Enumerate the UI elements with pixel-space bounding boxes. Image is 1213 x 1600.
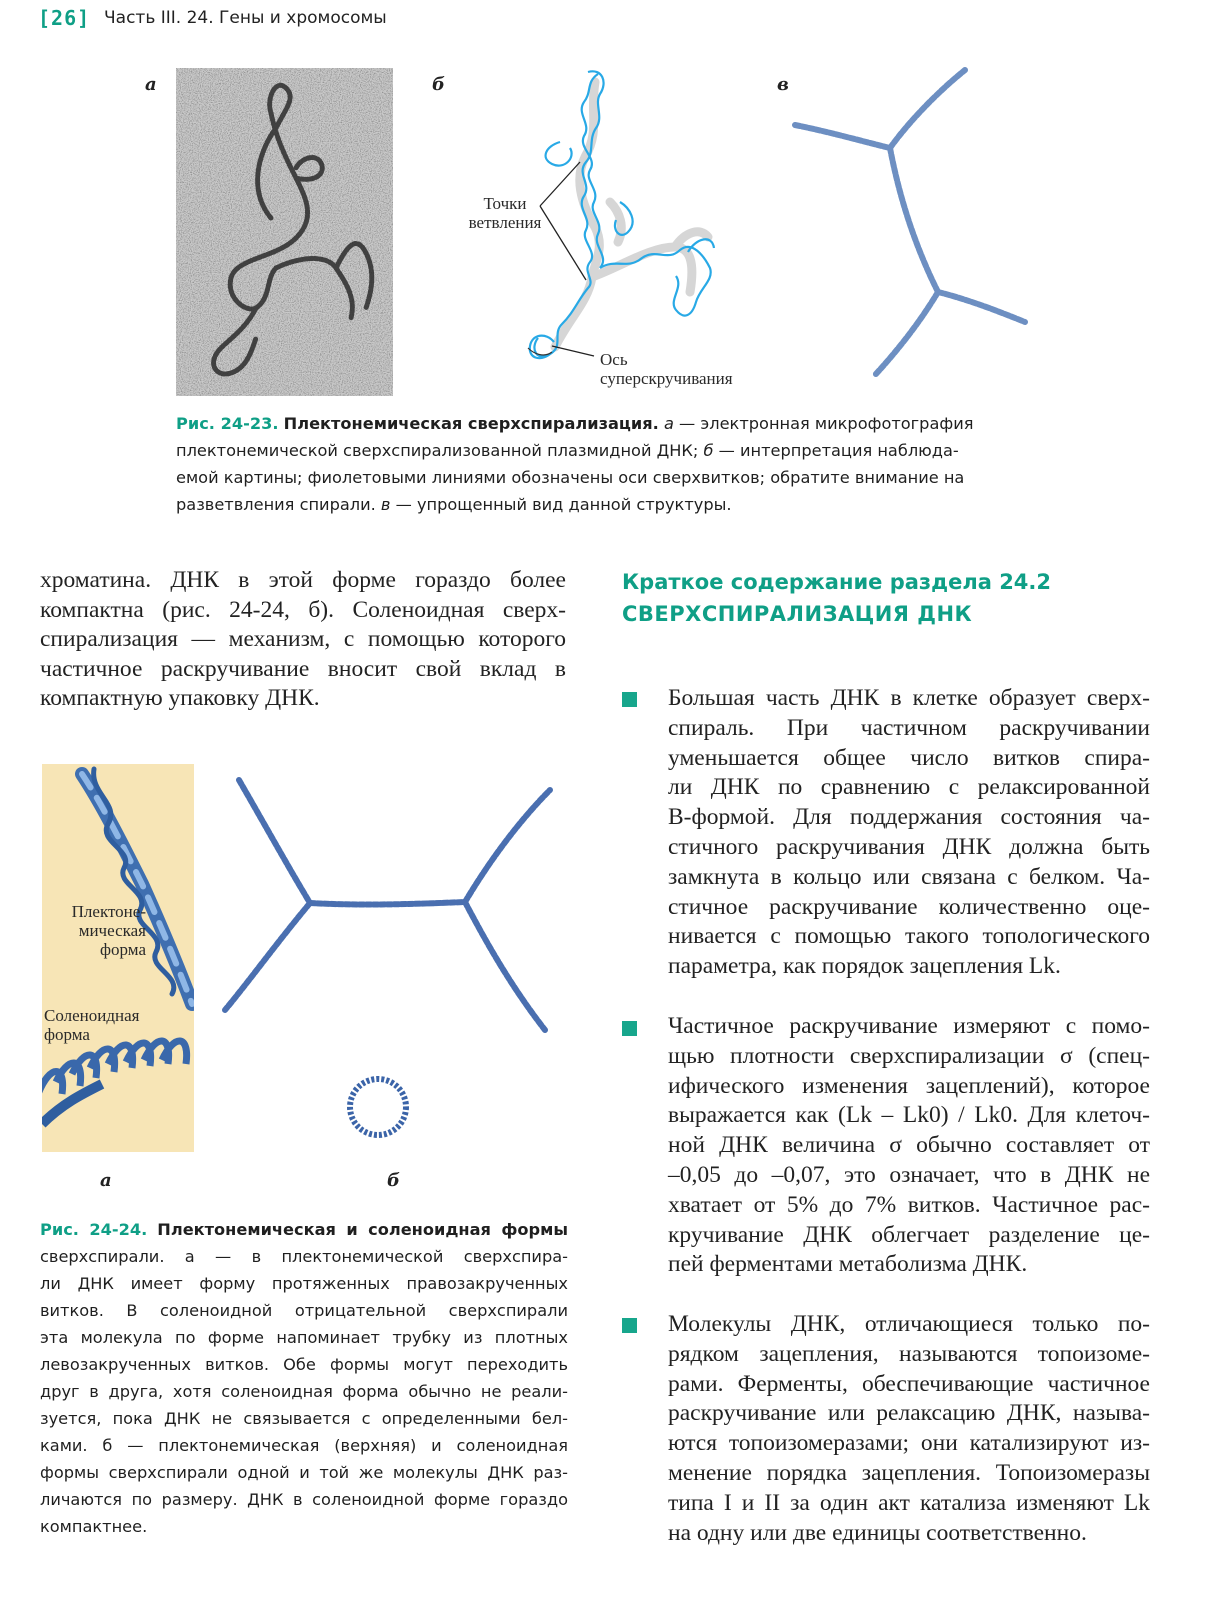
label-branch-points: Точки ветвления [468, 194, 542, 232]
running-title: Часть III. 24. Гены и хромосомы [104, 8, 387, 28]
simplified-branched-dna-drawing [780, 60, 1050, 390]
fig23-panel-label-v: в [777, 74, 789, 95]
caption-fig-number: Рис. 24-23. [176, 414, 279, 433]
figure-24-23-caption: Рис. 24-23. Плектонемическая сверхспирализация. а — электронная микрофотография плектонемической сверхспирализованной плазмидной ДНК; б — интерпретация наблюда- емой картины; фиолетовыми линиями обозначены оси сверхвитков; обратите внимание на разветвления спирали. в — упрощенный вид данной структуры. [176, 414, 974, 514]
body-line: компактную упаковку ДНК. [40, 685, 320, 712]
electron-micrograph-image [176, 68, 393, 396]
label-solenoid-form: Соленоидная форма [44, 1006, 140, 1044]
body-line: хроматина. ДНК в этой форме гораздо более [40, 567, 566, 593]
label-plectonemic-form: Плектоне- мическая форма [71, 902, 146, 959]
summary-heading: Краткое содержание раздела 24.2 СВЕРХСПИРАЛИЗАЦИЯ ДНК [622, 570, 1052, 626]
label-supercoil-axis: Ось суперскручивания [600, 350, 733, 388]
fig24-panel-label-b: б [387, 1170, 400, 1191]
fig24-panel-label-a: а [100, 1170, 112, 1191]
body-line: спирализация — механизм, с помощью которого [40, 626, 566, 653]
annotation-leader-lines [530, 150, 660, 380]
body-line: компактна (рис. 24-24, б). Соленоидная сверх- [40, 596, 566, 623]
bullet-marker [622, 1318, 637, 1333]
caption-title: Плектонемическая сверхспирализация. [283, 414, 659, 433]
summary-item-1: Большая часть ДНК в клетке образует сверх- спираль. При частичном раскручивании уменьшается общее число витков спира- ли ДНК по сравнению с релаксированной B-формой. Для поддержания состояния ча- стичного раскручивания ДНК должна быть замкнута в кольцо или связана с белком. Ча- стичное раскручивание количественно оце- нивается с помощью такого топологического параметра, как порядок зацепления Lk. [668, 685, 1150, 980]
plectonemic-vs-solenoid-molecule-drawing [215, 770, 575, 1150]
figure-24-24-caption: Рис. 24-24. Плектонемическая и соленоидная формы сверхспирали. а — в плектонемической сверхспира- ли ДНК имеет форму протяженных правозакрученных витков. В соленоидной отрицательной сверхспирали эта молекула по форме напоминает трубку из плотных левозакрученных витков. Обе формы могут переходить друг в друга, хотя соленоидная форма обычно не реали- зуется, пока ДНК не связывается с определенными бел- ками. б — плектонемическая (верхняя) и соленоидная формы сверхспирали одной и той же молекулы ДНК раз- личаются по размеру. ДНК в соленоидной форме гораздо компактнее. [40, 1220, 568, 1536]
caption-fig-number: Рис. 24-24. [40, 1220, 148, 1239]
bullet-marker [622, 692, 637, 707]
fig23-panel-label-b: б [432, 74, 445, 95]
summary-item-3: Молекулы ДНК, отличающиеся только по- рядком зацепления, называются топоизоме- рами. Ферменты, обеспечивающие частичное раскручивание или релаксацию ДНК, называ- ются топоизомеразами; они катализируют из- менение порядка зацепления. Топоизомеразы типа I и II за один акт катализа изменяют Lk на одну или две единицы соответственно. [668, 1311, 1150, 1546]
body-paragraph [40, 566, 566, 714]
page-number: [26] [38, 6, 91, 30]
summary-item-2: Частичное раскручивание измеряют с помо- щью плотности сверхспирализации σ (спец- ифического изменения зацеплений), которое выражается как (Lk – Lk0) / Lk0. Для клеточ- ной ДНК величина σ обычно составляет от –0,05 до –0,07, это означает, что в ДНК не хватает от 5% до 7% витков. Частичное рас- кручивание ДНК облегчает разделение це- пей ферментами метаболизма ДНК. [668, 1013, 1150, 1278]
body-line: частичное раскручивание вносит свой вклад в [40, 655, 566, 682]
fig23-panel-label-a: а [145, 74, 157, 95]
caption-title: Плектонемическая и соленоидная формы [157, 1220, 568, 1239]
bullet-marker [622, 1021, 637, 1036]
